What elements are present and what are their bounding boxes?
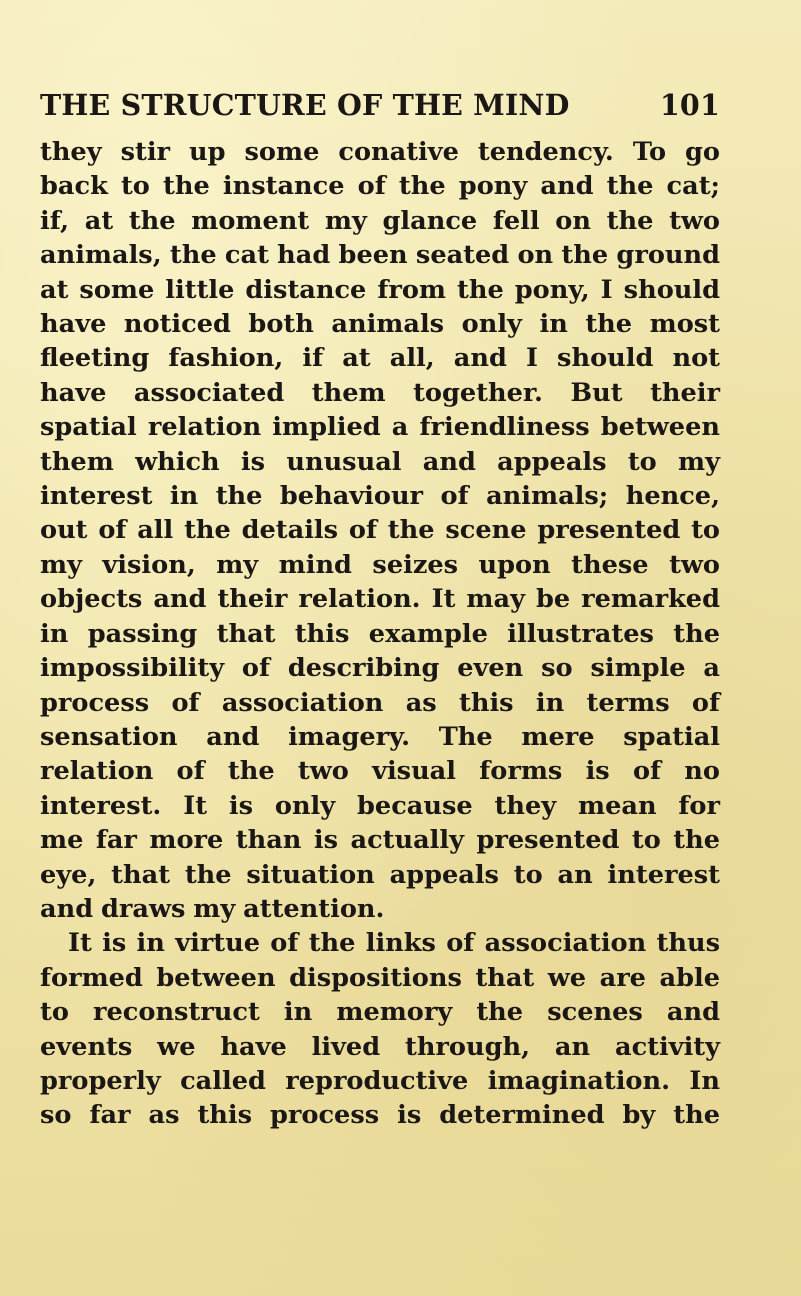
text-line: have associated them together. But their (40, 377, 720, 408)
text-line: sensation and imagery. The mere spatial (40, 721, 720, 752)
running-head (40, 85, 720, 125)
text-line: interest in the behaviour of animals; hence, (40, 481, 720, 512)
text-line: formed between dispositions that we are able (40, 962, 720, 993)
text-line: fleeting fashion, if at all, and I should not (40, 343, 720, 374)
text-line: animals, the cat had been seated on the ground (40, 240, 720, 271)
text-line: impossibility of describing even so simple a (40, 653, 720, 684)
text-line: interest. It is only because they mean for (40, 790, 720, 821)
book-page (40, 85, 720, 1133)
text-line: objects and their relation. It may be remarked (40, 584, 720, 615)
text-line: properly called reproductive imagination. In (40, 1065, 720, 1096)
text-line: back to the instance of the pony and the cat; (40, 171, 720, 202)
body-text (40, 135, 720, 1133)
text-line: they stir up some conative tendency. To go (40, 137, 720, 167)
text-line: to reconstruct in memory the scenes and (40, 997, 720, 1028)
paragraph-2 (40, 926, 720, 1132)
text-line: spatial relation implied a friendliness between (40, 412, 720, 443)
text-line: and draws my attention. (40, 893, 385, 924)
text-line: relation of the two visual forms is of no (40, 756, 720, 787)
text-line: in passing that this example illustrates the (40, 618, 720, 649)
text-line: events we have lived through, an activity (40, 1031, 720, 1062)
text-line: eye, that the situation appeals to an interest (40, 859, 720, 890)
text-line: them which is unusual and appeals to my (40, 446, 720, 477)
text-line: so far as this process is determined by the (40, 1100, 720, 1131)
page-number: 101 (659, 88, 720, 122)
text-line: have noticed both animals only in the most (40, 309, 720, 340)
text-line: me far more than is actually presented to the (40, 825, 720, 856)
text-line: if, at the moment my glance fell on the two (40, 205, 720, 236)
text-line: out of all the details of the scene presented to (40, 515, 720, 546)
paragraph-1 (40, 135, 720, 926)
text-line: process of association as this in terms of (40, 687, 720, 718)
text-line: my vision, my mind seizes upon these two (40, 549, 720, 580)
text-line: at some little distance from the pony, I should (40, 274, 720, 305)
running-head-title: THE STRUCTURE OF THE MIND (40, 88, 570, 122)
text-line: It is in virtue of the links of association thus (68, 928, 720, 959)
